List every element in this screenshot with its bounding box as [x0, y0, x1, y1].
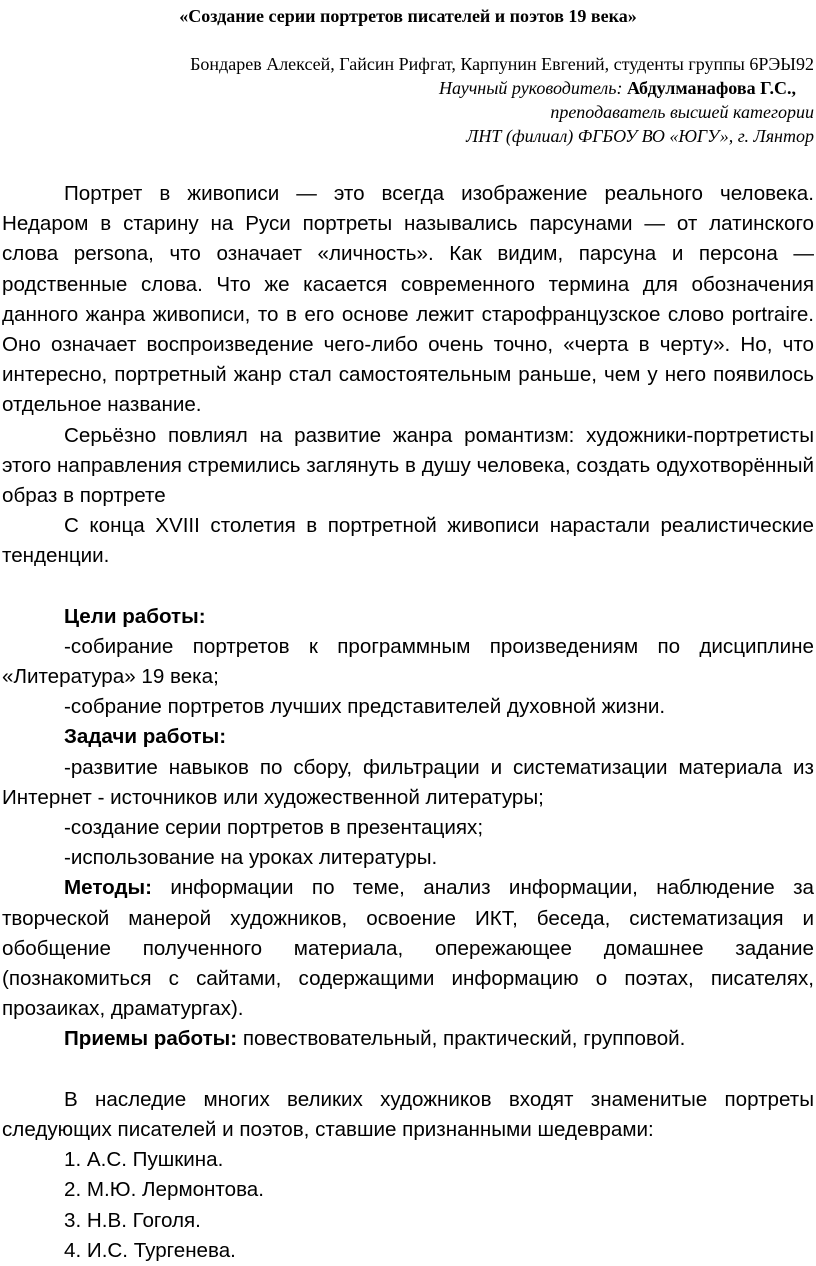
writer-list-item: 3. Н.В. Гоголя. [64, 1208, 201, 1232]
writer-list-item: 2. М.Ю. Лермонтова. [64, 1178, 264, 1202]
supervisor-name: Абдулманафова Г.С., [626, 78, 796, 98]
document-body [2, 179, 814, 1266]
legacy-intro-paragraph: В наследие многих великих художников входят знаменитые портреты следующих писателей и поэтов, ставшие признанными шедеврами: [2, 1087, 814, 1141]
authors-line: Бондарев Алексей, Гайсин Рифгат, Карпунин Евгений, студенты группы 6РЭЫ92 [190, 54, 814, 74]
task-item-1: -развитие навыков по сбору, фильтрации и систематизации материала из Интернет - источников или художественной литературы; [2, 755, 814, 809]
spacer [2, 1055, 814, 1085]
techniques-paragraph [2, 1024, 814, 1054]
spacer [2, 572, 814, 602]
techniques-label: Приемы работы: [64, 1027, 238, 1051]
supervisor-position: преподаватель высшей категории [550, 102, 814, 122]
supervisor-label: Научный руководитель: [438, 78, 623, 98]
techniques-text: повествовательный, практический, групповой. [237, 1027, 686, 1051]
intro-paragraph-2: Серьёзно повлиял на развитие жанра романтизм: художники-портретисты этого направления стремились заглянуть в душу человека, создать одухотворённый образ в портрете [2, 423, 814, 508]
tasks-heading: Задачи работы: [64, 725, 227, 749]
intro-paragraph-1: Портрет в живописи — это всегда изображение реального человека. Недаром в старину на Руси портреты назывались парсунами — от латинского слова persona, что означает «личность». Как видим, парсуна и персона — родственные слова. Что же касается современного термина для обозначения данного жанра живописи, то в его основе лежит старофранцузское слово portraire. Оно означает воспроизведение чего-либо очень точно, «черта в черту». Но, что интересно, портретный жанр стал самостоятельным раньше, чем у него появилось отдельное название. [2, 182, 814, 417]
supervisor-line [2, 76, 814, 100]
goals-heading: Цели работы: [64, 604, 206, 628]
task-item-3: -использование на уроках литературы. [64, 846, 438, 870]
methods-text: информации по теме, анализ информации, наблюдение за творческой манерой художников, освоение ИКТ, беседа, систематизация и обобщение полученного материала, опережающее домашнее задание (познакомиться с сайтами, содержащими информацию о поэтах, писателях, прозаиках, драматургах). [2, 876, 814, 1021]
institution-line: ЛНТ (филиал) ФГБОУ ВО «ЮГУ», г. Лянтор [466, 126, 814, 146]
writer-list-item: 1. А.С. Пушкина. [64, 1148, 224, 1172]
writer-list-item: 4. И.С. Тургенева. [64, 1238, 236, 1262]
goal-item-1: -собирание портретов к программным произведениям по дисциплине «Литература» 19 века; [2, 634, 814, 689]
goal-item-2: -собрание портретов лучших представителей духовной жизни. [64, 695, 666, 719]
methods-paragraph [2, 873, 814, 1024]
task-item-2: -создание серии портретов в презентациях; [64, 816, 484, 840]
methods-label: Методы: [64, 876, 152, 900]
intro-paragraph-3: С конца XVIII столетия в портретной живописи нарастали реалистические тенденции. [2, 514, 814, 568]
document-title: «Создание серии портретов писателей и поэтов 19 века» [179, 6, 637, 26]
